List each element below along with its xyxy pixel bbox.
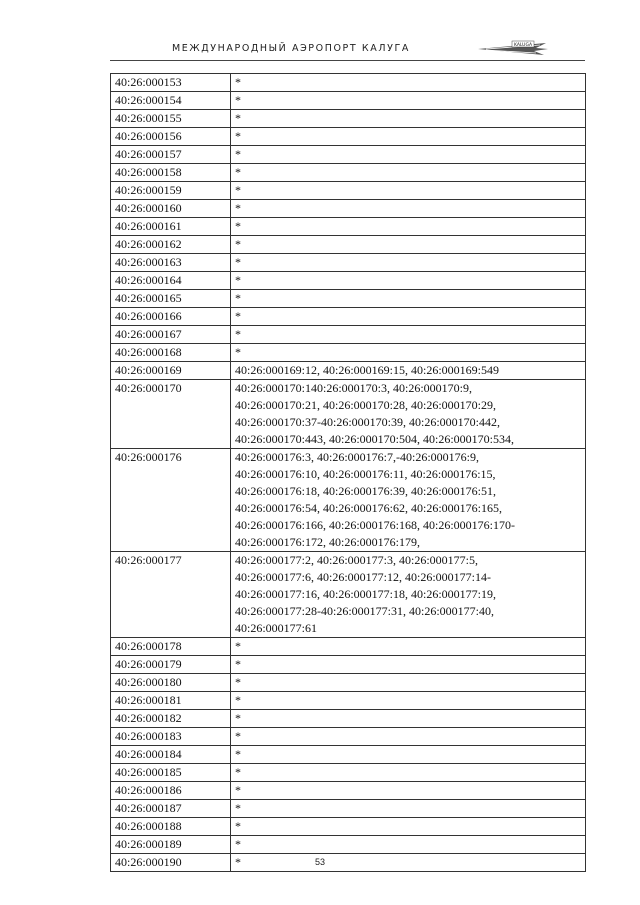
table-row xyxy=(111,308,586,326)
land-plots-line: 40:26:000176:166, 40:26:000176:168, 40:26:000176:170- xyxy=(235,518,516,532)
land-plots-line: * xyxy=(235,75,241,89)
cadastral-quarter-cell: 40:26:000160 xyxy=(111,200,231,218)
land-plots-cell xyxy=(231,110,586,128)
header-divider xyxy=(110,60,585,61)
land-plots-line: * xyxy=(235,783,241,797)
land-plots-line: 40:26:000170:140:26:000170:3, 40:26:000170:9, xyxy=(235,381,473,395)
land-plots-cell xyxy=(231,380,586,449)
table-row xyxy=(111,146,586,164)
cadastral-quarter-cell: 40:26:000177 xyxy=(111,552,231,638)
table-row xyxy=(111,674,586,692)
table-row xyxy=(111,272,586,290)
cadastral-quarter-cell: 40:26:000159 xyxy=(111,182,231,200)
land-plots-line: 40:26:000176:54, 40:26:000176:62, 40:26:000176:165, xyxy=(235,501,503,515)
table-row xyxy=(111,200,586,218)
land-plots-cell xyxy=(231,362,586,380)
land-plots-cell xyxy=(231,746,586,764)
land-plots-cell xyxy=(231,552,586,638)
land-plots-line: * xyxy=(235,729,241,743)
cadastral-quarter-cell: 40:26:000181 xyxy=(111,692,231,710)
table-body xyxy=(111,74,586,872)
land-plots-line: * xyxy=(235,855,241,869)
land-plots-line: * xyxy=(235,147,241,161)
cadastral-quarter-cell: 40:26:000169 xyxy=(111,362,231,380)
table-row xyxy=(111,74,586,92)
cadastral-quarter-cell: 40:26:000161 xyxy=(111,218,231,236)
cadastral-quarter-cell: 40:26:000162 xyxy=(111,236,231,254)
land-plots-cell xyxy=(231,290,586,308)
cadastral-quarter-cell: 40:26:000156 xyxy=(111,128,231,146)
land-plots-line: * xyxy=(235,345,241,359)
cadastral-quarter-cell: 40:26:000185 xyxy=(111,764,231,782)
table-row xyxy=(111,362,586,380)
land-plots-line: 40:26:000169:12, 40:26:000169:15, 40:26:000169:549 xyxy=(235,363,500,377)
land-plots-cell xyxy=(231,218,586,236)
table-row xyxy=(111,800,586,818)
land-plots-cell xyxy=(231,674,586,692)
land-plots-cell xyxy=(231,272,586,290)
cadastral-quarter-cell: 40:26:000176 xyxy=(111,449,231,552)
cadastral-quarter-cell: 40:26:000153 xyxy=(111,74,231,92)
table-row xyxy=(111,692,586,710)
land-plots-line: 40:26:000176:172, 40:26:000176:179, xyxy=(235,535,421,549)
cadastral-quarter-cell: 40:26:000154 xyxy=(111,92,231,110)
cadastral-quarter-cell: 40:26:000178 xyxy=(111,638,231,656)
table-row xyxy=(111,746,586,764)
land-plots-line: * xyxy=(235,693,241,707)
land-plots-cell xyxy=(231,638,586,656)
table-row xyxy=(111,290,586,308)
cadastral-quarter-cell: 40:26:000158 xyxy=(111,164,231,182)
land-plots-line: * xyxy=(235,819,241,833)
cadastral-quarter-cell: 40:26:000179 xyxy=(111,656,231,674)
table-row xyxy=(111,380,586,449)
cadastral-quarter-cell: 40:26:000183 xyxy=(111,728,231,746)
cadastral-quarter-cell: 40:26:000168 xyxy=(111,344,231,362)
land-plots-line: * xyxy=(235,291,241,305)
table-row xyxy=(111,326,586,344)
cadastral-quarter-cell: 40:26:000163 xyxy=(111,254,231,272)
cadastral-quarter-cell: 40:26:000166 xyxy=(111,308,231,326)
cadastral-quarter-cell: 40:26:000165 xyxy=(111,290,231,308)
cadastral-table xyxy=(110,73,586,872)
land-plots-cell xyxy=(231,92,586,110)
table-row xyxy=(111,236,586,254)
land-plots-cell xyxy=(231,74,586,92)
cadastral-quarter-cell: 40:26:000190 xyxy=(111,854,231,872)
land-plots-line: * xyxy=(235,237,241,251)
table-row xyxy=(111,638,586,656)
cadastral-quarter-cell: 40:26:000167 xyxy=(111,326,231,344)
land-plots-cell xyxy=(231,308,586,326)
table-row xyxy=(111,782,586,800)
land-plots-cell xyxy=(231,182,586,200)
land-plots-line: * xyxy=(235,711,241,725)
table-row xyxy=(111,656,586,674)
land-plots-cell xyxy=(231,836,586,854)
land-plots-cell xyxy=(231,818,586,836)
table-row xyxy=(111,344,586,362)
land-plots-line: * xyxy=(235,327,241,341)
table-row xyxy=(111,254,586,272)
land-plots-line: 40:26:000177:6, 40:26:000177:12, 40:26:000177:14- xyxy=(235,570,492,584)
land-plots-cell xyxy=(231,710,586,728)
land-plots-cell xyxy=(231,164,586,182)
header-title: МЕЖДУНАРОДНЫЙ АЭРОПОРТ КАЛУГА xyxy=(172,43,410,54)
land-plots-line: * xyxy=(235,765,241,779)
cadastral-quarter-cell: 40:26:000155 xyxy=(111,110,231,128)
land-plots-line: * xyxy=(235,747,241,761)
table-row xyxy=(111,710,586,728)
land-plots-line: 40:26:000170:21, 40:26:000170:28, 40:26:000170:29, xyxy=(235,398,497,412)
land-plots-cell xyxy=(231,146,586,164)
land-plots-line: 40:26:000176:10, 40:26:000176:11, 40:26:000176:15, xyxy=(235,467,496,481)
table-row xyxy=(111,449,586,552)
table-row xyxy=(111,764,586,782)
land-plots-cell xyxy=(231,449,586,552)
table-row xyxy=(111,818,586,836)
cadastral-quarter-cell: 40:26:000184 xyxy=(111,746,231,764)
land-plots-line: * xyxy=(235,657,241,671)
table-row xyxy=(111,182,586,200)
land-plots-line: * xyxy=(235,255,241,269)
land-plots-line: * xyxy=(235,183,241,197)
land-plots-line: * xyxy=(235,273,241,287)
land-plots-cell xyxy=(231,254,586,272)
land-plots-line: * xyxy=(235,201,241,215)
land-plots-line: 40:26:000177:28-40:26:000177:31, 40:26:000177:40, xyxy=(235,604,495,618)
land-plots-cell xyxy=(231,128,586,146)
cadastral-quarter-cell: 40:26:000157 xyxy=(111,146,231,164)
land-plots-line: * xyxy=(235,675,241,689)
cadastral-quarter-cell: 40:26:000170 xyxy=(111,380,231,449)
table-row xyxy=(111,128,586,146)
land-plots-line: * xyxy=(235,93,241,107)
land-plots-line: 40:26:000176:18, 40:26:000176:39, 40:26:000176:51, xyxy=(235,484,497,498)
land-plots-line: 40:26:000170:37-40:26:000170:39, 40:26:000170:442, xyxy=(235,415,501,429)
land-plots-cell xyxy=(231,728,586,746)
airport-wing-logo-icon xyxy=(476,40,550,58)
land-plots-line: * xyxy=(235,309,241,323)
land-plots-line: * xyxy=(235,219,241,233)
table-row xyxy=(111,728,586,746)
land-plots-cell xyxy=(231,656,586,674)
page-header xyxy=(110,40,585,60)
land-plots-cell xyxy=(231,692,586,710)
cadastral-quarter-cell: 40:26:000164 xyxy=(111,272,231,290)
land-plots-line: * xyxy=(235,639,241,653)
table-row xyxy=(111,218,586,236)
land-plots-line: * xyxy=(235,129,241,143)
table-row xyxy=(111,92,586,110)
land-plots-line: 40:26:000177:16, 40:26:000177:18, 40:26:000177:19, xyxy=(235,587,497,601)
cadastral-quarter-cell: 40:26:000189 xyxy=(111,836,231,854)
table-row xyxy=(111,552,586,638)
land-plots-line: * xyxy=(235,801,241,815)
cadastral-quarter-cell: 40:26:000182 xyxy=(111,710,231,728)
cadastral-quarter-cell: 40:26:000186 xyxy=(111,782,231,800)
land-plots-line: * xyxy=(235,111,241,125)
table-row xyxy=(111,164,586,182)
land-plots-line: 40:26:000176:3, 40:26:000176:7,-40:26:000176:9, xyxy=(235,450,480,464)
page-number: 53 xyxy=(314,857,325,867)
logo-text: KALUGA xyxy=(513,43,533,48)
land-plots-cell xyxy=(231,344,586,362)
cadastral-quarter-cell: 40:26:000180 xyxy=(111,674,231,692)
land-plots-cell xyxy=(231,236,586,254)
land-plots-cell xyxy=(231,800,586,818)
table-row xyxy=(111,836,586,854)
land-plots-line: 40:26:000177:61 xyxy=(235,621,318,635)
land-plots-line: 40:26:000170:443, 40:26:000170:504, 40:26:000170:534, xyxy=(235,432,515,446)
land-plots-cell xyxy=(231,782,586,800)
cadastral-quarter-cell: 40:26:000187 xyxy=(111,800,231,818)
land-plots-cell xyxy=(231,326,586,344)
table-row xyxy=(111,110,586,128)
land-plots-cell xyxy=(231,764,586,782)
cadastral-quarter-cell: 40:26:000188 xyxy=(111,818,231,836)
land-plots-line: * xyxy=(235,165,241,179)
land-plots-line: 40:26:000177:2, 40:26:000177:3, 40:26:000177:5, xyxy=(235,553,479,567)
land-plots-cell xyxy=(231,200,586,218)
land-plots-line: * xyxy=(235,837,241,851)
